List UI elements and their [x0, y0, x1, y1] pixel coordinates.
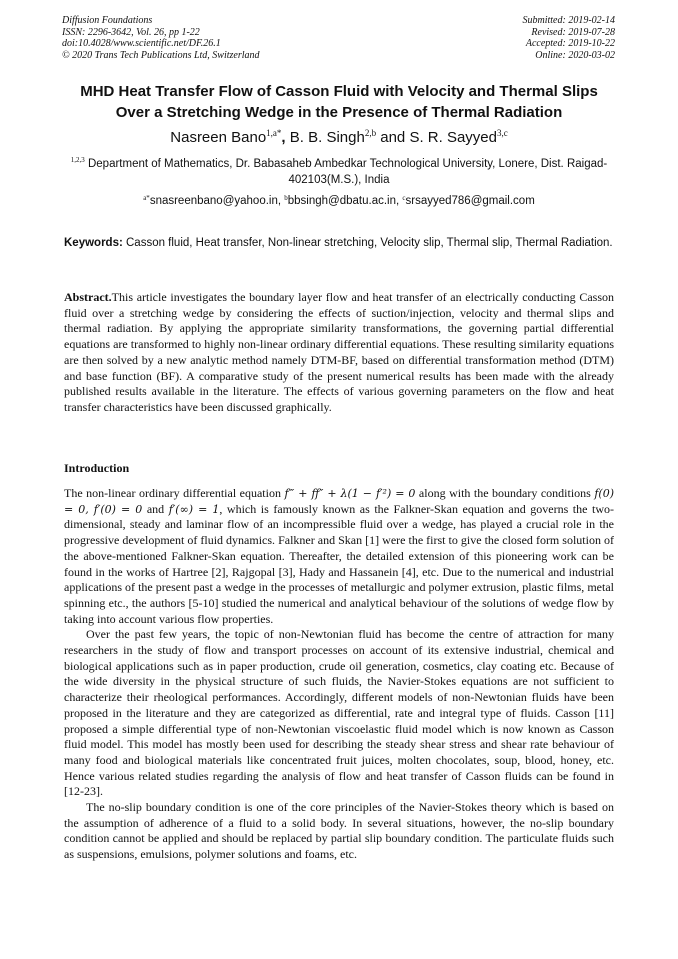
title-line-2: Over a Stretching Wedge in the Presence of Thermal Radiation [115, 104, 563, 121]
journal-name: Diffusion Foundations [62, 15, 153, 26]
affiliation [60, 156, 618, 188]
abstract-label: Abstract. [64, 290, 112, 304]
journal-doi: doi:10.4028/www.scientific.net/DF.26.1 [62, 38, 221, 50]
intro-p1-a: The non-linear ordinary differential equation [64, 486, 285, 500]
journal-info [62, 15, 260, 61]
journal-issn: ISSN: 2296-3642, Vol. 26, pp 1-22 [62, 26, 200, 38]
boundary-condition-2: f′(∞) = 1 [168, 502, 220, 516]
falkner-skan-equation: f‴ + ff″ + λ(1 − f′²) = 0 [284, 487, 416, 500]
title-line-1: MHD Heat Transfer Flow of Casson Fluid with Velocity and Thermal Slips [80, 83, 598, 100]
keywords [64, 235, 614, 251]
intro-p1-c: and [142, 501, 169, 516]
intro-paragraph-3: The no-slip boundary condition is one of the core principles of the Navier-Stokes theory which is based on the assumption of adherence of a fluid to a solid body. In several situations, however, the no-slip boundary condition cannot be applied and should be replaced by partial slip boundary condition. The particulate fluids such as suspensions, emulsions, polymer solutions and foams, etc. [64, 800, 614, 862]
email-c[interactable]: srsayyed786@gmail.com [405, 195, 535, 207]
intro-p1-d: , which is famously known as the Falkner-Skan equation and governs the two-dimensional, steady and laminar flow of an incompressible fluid over a wedge, has played a crucial role in the progressive development of fluid dynamics. Falkner and Skan [1] were the first to give the closed form solution of the above-mentioned Falkner-Skan equation. Thereafter, the detailed extension of this pioneering work can be found in the works of Hartree [2], Rajgopal [3], Hady and Hassanein [4], etc. Due to the numerical and industrial applications of the present past a wedge in the processes of metallurgic and polymer extrusion, plastic films, metal spinning etc., the authors [5-10] studied the numerical and analytical behaviour of the solutions of wedge flow by taking into account various flow properties. [64, 501, 614, 626]
intro-p1-b: along with the boundary conditions [415, 486, 595, 500]
introduction-body [64, 486, 614, 863]
abstract [64, 290, 614, 416]
online-date: Online: 2020-03-02 [535, 49, 615, 61]
boundary-condition-1: f(0) = 0, f′(0) = 0 [64, 487, 614, 516]
author-3-sup: 3,c [496, 128, 508, 138]
affiliation-text: Department of Mathematics, Dr. Babasaheb Ambedkar Technological University, Lonere, Dist. Raigad-402103(M.S.), India [87, 158, 608, 186]
accepted-date: Accepted: 2019-10-22 [525, 38, 615, 50]
author-1-sup: 1,a* [266, 128, 282, 138]
author-2-sup: 2,b [364, 128, 377, 138]
journal-copyright: © 2020 Trans Tech Publications Ltd, Switzerland [62, 49, 260, 61]
author-sep-1: , [281, 129, 290, 146]
author-2-name: B. B. Singh [289, 129, 365, 146]
intro-paragraph-1 [64, 486, 614, 627]
email-list [40, 194, 638, 208]
submission-dates [523, 15, 616, 61]
submitted-date: Submitted: 2019-02-14 [522, 15, 615, 26]
email-c-sup: c [402, 194, 406, 202]
revised-date: Revised: 2019-07-28 [531, 26, 615, 38]
email-a[interactable]: snasreenbano@yahoo.in, [149, 195, 282, 207]
affiliation-sup: 1,2,3 [70, 156, 85, 164]
intro-paragraph-2: Over the past few years, the topic of non-Newtonian fluid has become the centre of attraction for many researchers in the study of flow and transport processes on account of its extensive industrial, chemical and biological applications such as in paper production, crude oil generation, cosmetics, clay coating etc. Because of the wide diversity in the physical structure of such fluids, the Navier-Stokes equations are not sufficient to characterize their rheological performances. Accordingly, different models of non-Newtonian fluids have been proposed in the literature and they are categorized as differential, rate and integral type of fluids. Casson [11] proposed a simple differential type of non-Newtonian viscoelastic fluid model which is now known as Casson fluid model. This model has mostly been used for describing the steady shear stress and shear rate behaviour of many food and biological materials like concentrated fruit juices, molten chocolates, soup, blood, honey, etc. Hence various related studies regarding the analysis of flow and heat transfer of Casson fluids can be found in [12-23]. [64, 627, 614, 799]
author-3-name: S. R. Sayyed [409, 129, 497, 146]
keywords-text: Casson fluid, Heat transfer, Non-linear stretching, Velocity slip, Thermal slip, Thermal Radiation. [126, 237, 613, 249]
email-b[interactable]: bbsingh@dbatu.ac.in, [287, 195, 400, 207]
abstract-text: This article investigates the boundary layer flow and heat transfer of an electrically conducting Casson fluid over a stretching wedge by considering the effects of suction/injection, velocity and thermal slips and thermal radiation. By applying the appropriate similarity transformations, the governing partial differential equations are transformed to highly non-linear ordinary differential equations. These resulting similarity equations are then solved by a new analytic method namely DTM-BF, based on differential transformation method (DTM) and base function (BF). A comparative study of the present numerical results has been made with the already published results available in the literature. The effects of various governing parameters on the flow and heat transfer characteristics have been discussed graphically. [64, 290, 614, 414]
paper-title [40, 81, 638, 123]
keywords-label: Keywords: [64, 237, 123, 249]
author-list [40, 128, 638, 147]
email-a-sup: a* [143, 194, 150, 202]
author-sep-2: and [376, 129, 410, 146]
email-b-sup: b [284, 194, 288, 202]
author-1-name: Nasreen Bano [170, 129, 267, 146]
introduction-heading: Introduction [64, 461, 130, 475]
